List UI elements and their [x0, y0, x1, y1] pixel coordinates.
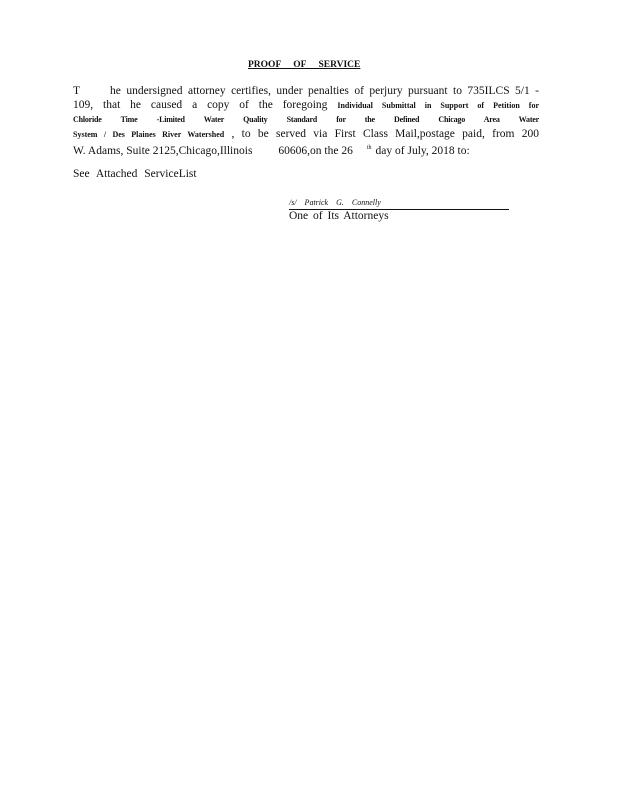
date-text: 60606,on the 26: [278, 144, 353, 157]
date-text-end: day of July, 2018 to:: [375, 144, 470, 157]
petition-title-part: System / Des Plaines River Watershed: [73, 130, 225, 139]
address-text: W. Adams, Suite 2125,Chicago,Illinois: [73, 144, 253, 157]
body-text: he undersigned attorney certifies, under penalties of perjury pursuant to 735ILCS 5/1 -: [110, 85, 539, 97]
document-title: PROOF OF SERVICE: [248, 60, 361, 70]
body-line-1: [73, 84, 539, 98]
ordinal-suffix: th: [366, 145, 372, 151]
petition-title-part: Individual Submittal in Support of Petition for: [337, 101, 540, 110]
body-line-2: [73, 98, 539, 113]
see-attached-text: See Attached ServiceList: [73, 168, 197, 180]
body-line-5: [73, 141, 539, 158]
body-text: , to be served via First Class Mail,postage paid, from 200: [231, 128, 540, 140]
drop-letter: T: [73, 85, 81, 97]
body-text: 109, that he caused a copy of the foregoing: [73, 99, 328, 111]
body-line-3: Chloride Time -Limited Water Quality Standard for the Defined Chicago Area Water: [73, 115, 539, 124]
signature-line: [289, 198, 509, 210]
body-line-4: [73, 127, 539, 142]
signature-title: One of Its Attorneys: [289, 210, 389, 222]
signature-text: /s/ Patrick G. Connelly: [289, 198, 381, 207]
